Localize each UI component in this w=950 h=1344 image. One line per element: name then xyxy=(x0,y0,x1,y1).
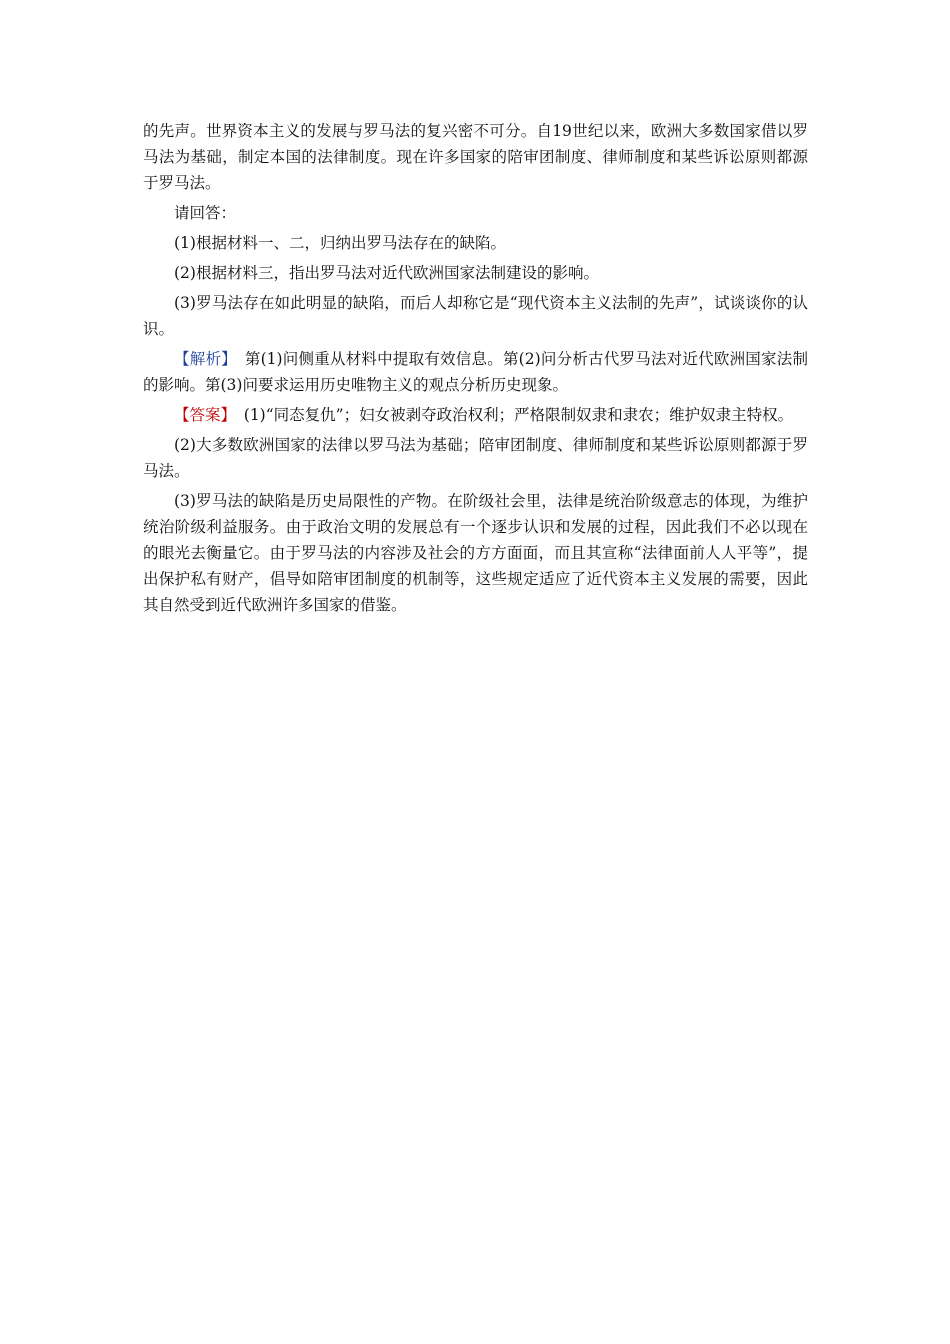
question-item-2: (2)根据材料三，指出罗马法对近代欧洲国家法制建设的影响。 xyxy=(174,264,599,282)
answer-item-2: (2)大多数欧洲国家的法律以罗马法为基础；陪审团制度、律师制度和某些诉讼原则都源于罗马法。 xyxy=(143,436,808,480)
document-page xyxy=(143,118,808,622)
analysis-label: 【解析】 xyxy=(174,350,230,368)
answer-item-1: (1)“同态复仇”；妇女被剥夺政治权利；严格限制奴隶和隶农；维护奴隶主特权。 xyxy=(228,406,794,424)
answer-label: 【答案】 xyxy=(174,406,229,424)
material-continuation: 的先声。世界资本主义的发展与罗马法的复兴密不可分。自19世纪以来，欧洲大多数国家借以罗马法为基础，制定本国的法律制度。现在许多国家的陪审团制度、律师制度和某些诉讼原则都源于罗马法。 xyxy=(143,122,808,192)
answer-item-3: (3)罗马法的缺陷是历史局限性的产物。在阶级社会里，法律是统治阶级意志的体现，为维护统治阶级利益服务。由于政治文明的发展总有一个逐步认识和发展的过程，因此我们不必以现在的眼光去衡量它。由于罗马法的内容涉及社会的方方面面，而且其宣称“法律面前人人平等”，提出保护私有财产，倡导如陪审团制度的机制等，这些规定适应了近代资本主义发展的需要，因此其自然受到近代欧洲许多国家的借鉴。 xyxy=(143,492,808,614)
analysis-text: 第(1)问侧重从材料中提取有效信息。第(2)问分析古代罗马法对近代欧洲国家法制的影响。第(3)问要求运用历史唯物主义的观点分析历史现象。 xyxy=(143,350,808,394)
question-item-3: (3)罗马法存在如此明显的缺陷，而后人却称它是“现代资本主义法制的先声”，试谈谈你的认识。 xyxy=(143,294,808,338)
analysis-paragraph xyxy=(143,346,808,398)
question-item-1: (1)根据材料一、二，归纳出罗马法存在的缺陷。 xyxy=(174,234,506,252)
question-prompt: 请回答： xyxy=(174,204,237,222)
answer-paragraph-1 xyxy=(143,402,808,428)
